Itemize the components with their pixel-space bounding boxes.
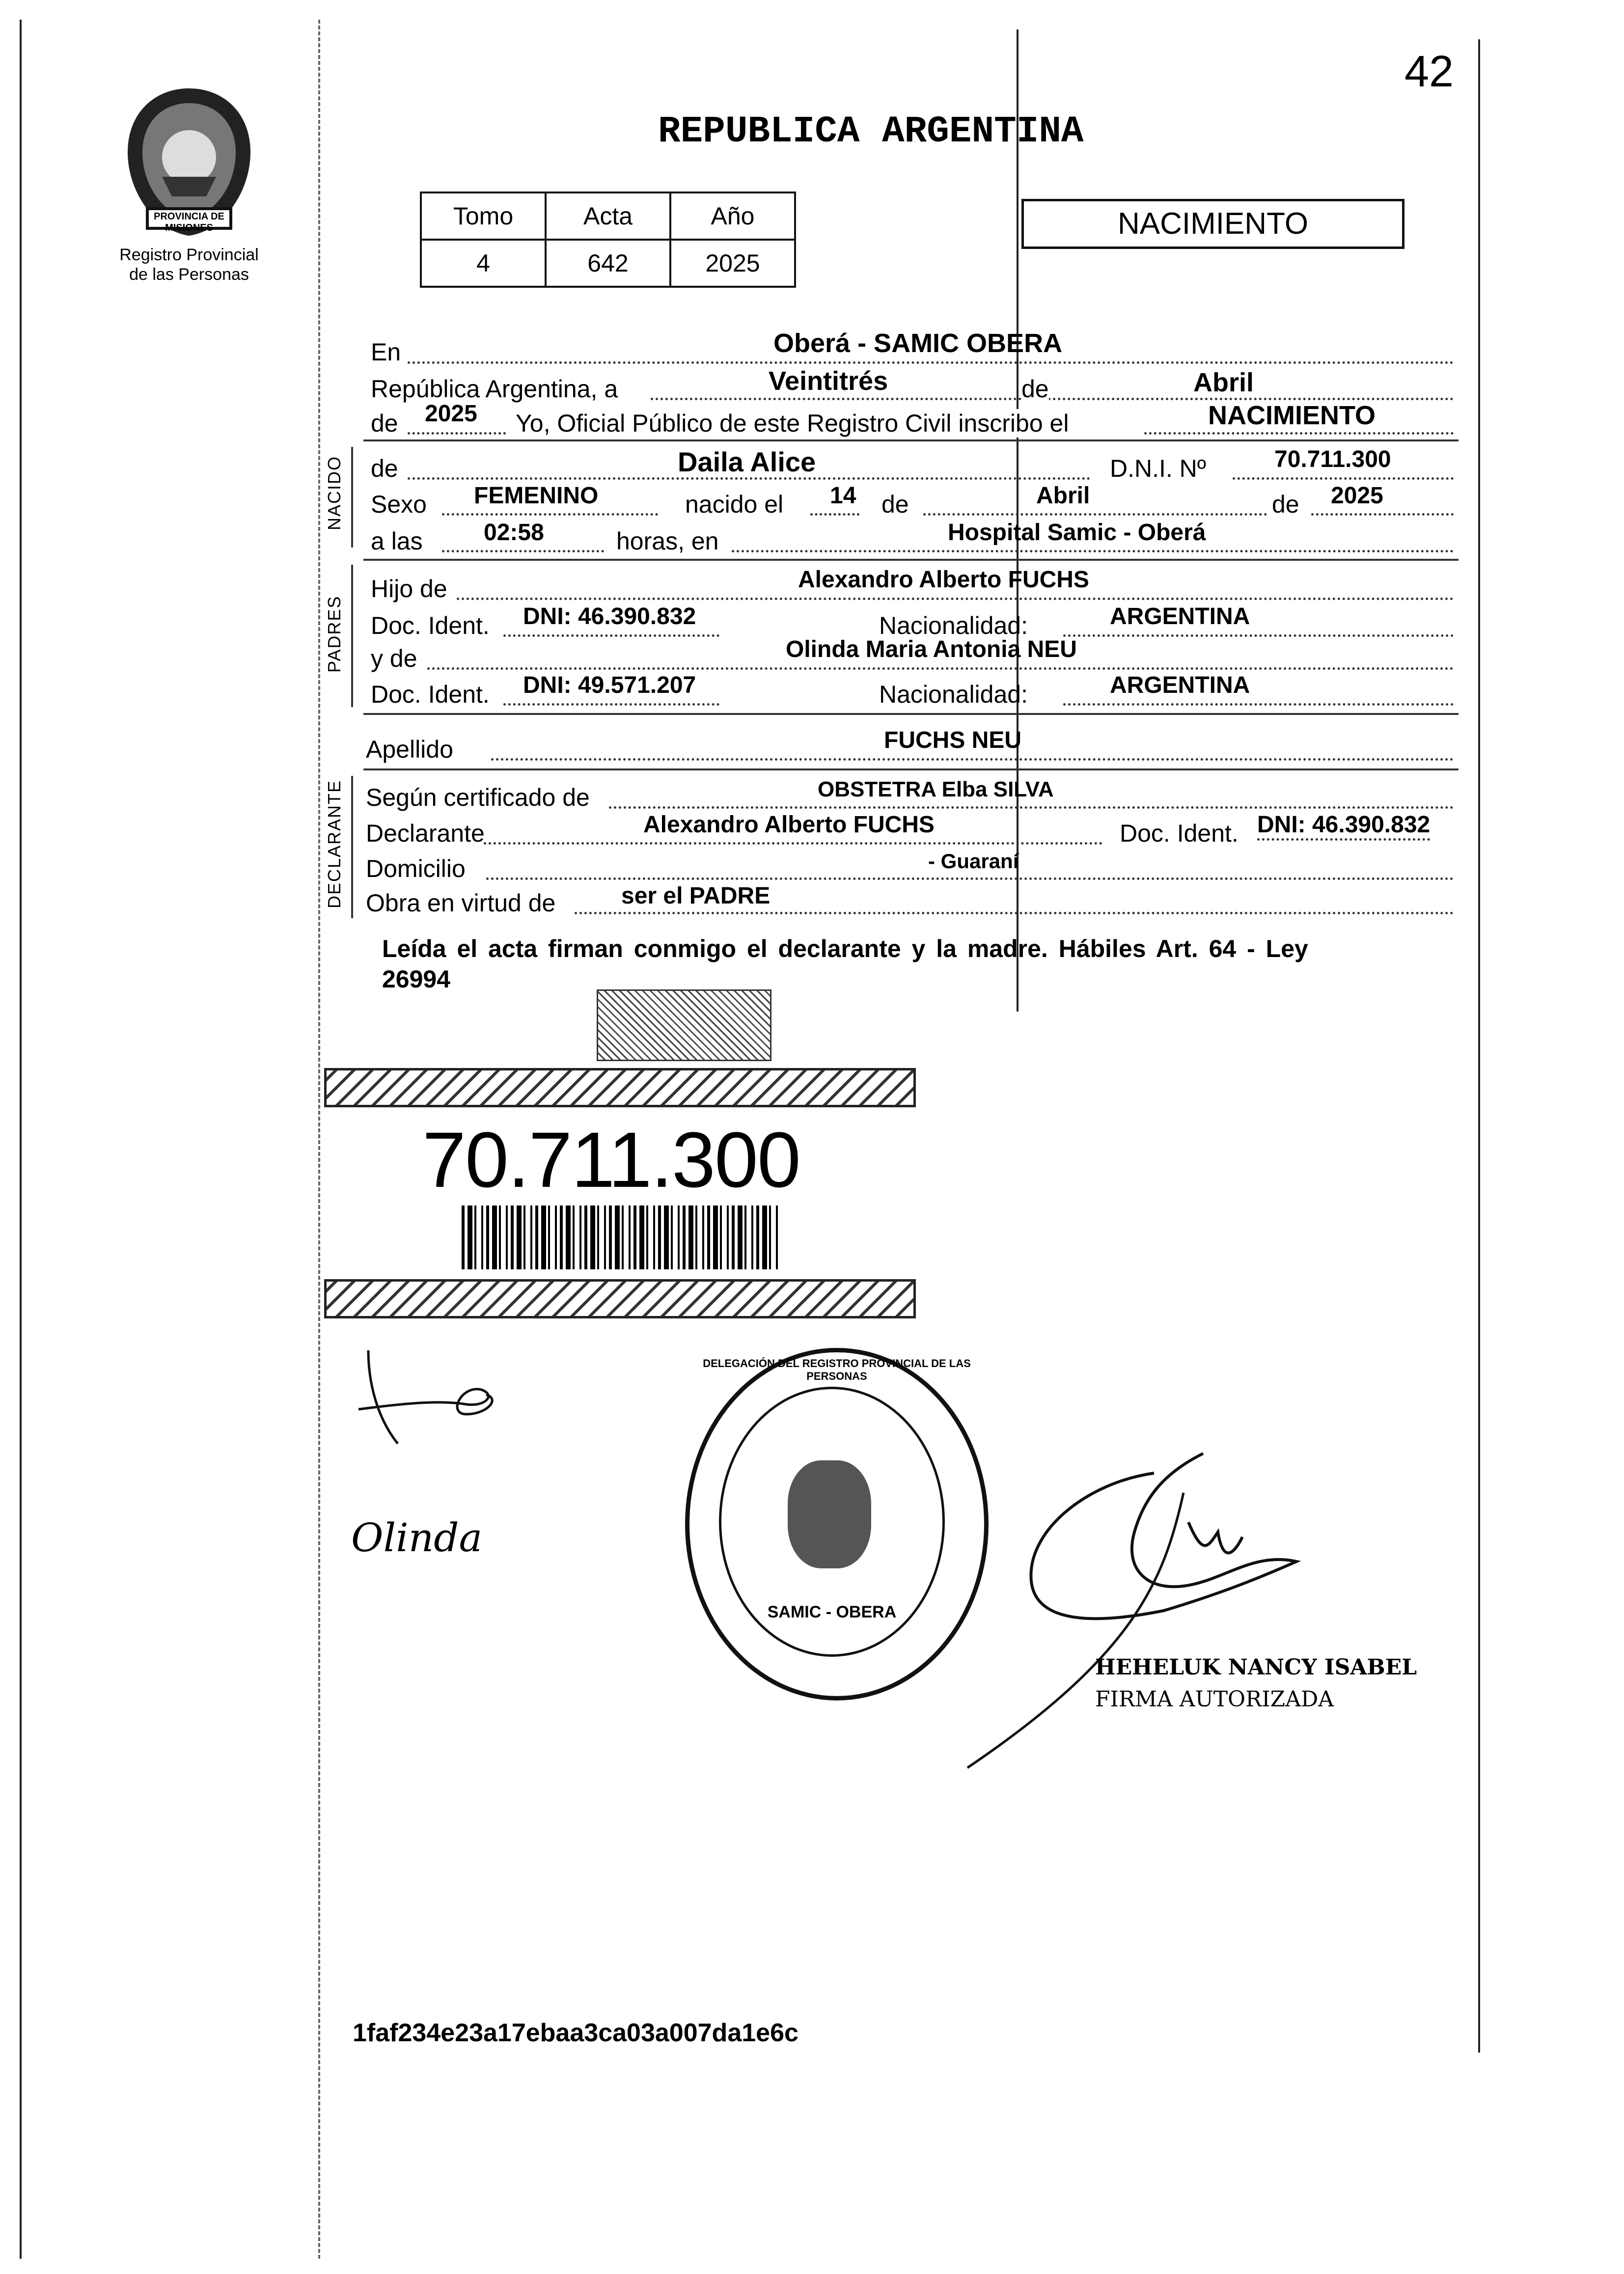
declarante-doc-label: Doc. Ident. — [1120, 820, 1239, 847]
provincial-seal — [118, 83, 260, 241]
horas-label: horas, en — [616, 527, 719, 555]
acta-value: 642 — [546, 240, 670, 287]
barcode-bottom-band — [324, 1279, 916, 1318]
birth-month: Abril — [1036, 483, 1090, 509]
declarante-bracket — [351, 776, 353, 918]
dotted-line — [442, 550, 604, 552]
dotted-line — [408, 361, 1454, 364]
anio-header: Año — [670, 192, 795, 240]
dotted-line — [1063, 703, 1454, 706]
official-caption: FIRMA AUTORIZADA — [1095, 1687, 1334, 1712]
dni-label: D.N.I. Nº — [1110, 455, 1207, 482]
document-hash: 1faf234e23a17ebaa3ca03a007da1e6c — [353, 2019, 798, 2047]
record-type-box: NACIMIENTO — [1021, 199, 1404, 249]
padres-side-label: PADRES — [324, 595, 344, 673]
dotted-line — [1233, 477, 1454, 480]
registry-stamp-icon — [685, 1348, 989, 1700]
binding-dashed-line — [318, 20, 320, 2259]
apellido-label: Apellido — [366, 736, 453, 763]
stamp-inner-text: SAMIC - OBERA — [767, 1603, 897, 1621]
child-name: Daila Alice — [678, 446, 816, 477]
birth-day: 14 — [830, 483, 856, 509]
official-signature-icon — [958, 1434, 1311, 1787]
domicilio-value: - Guaraní — [928, 849, 1019, 873]
nacido-bracket — [351, 447, 353, 548]
seal-text: PROVINCIA DE MISIONES — [154, 211, 224, 233]
dotted-line — [457, 598, 1454, 600]
dotted-line — [484, 842, 1102, 845]
official-name: HEHELUK NANCY ISABEL — [1095, 1655, 1417, 1680]
sexo-label: Sexo — [371, 491, 427, 518]
registry-caption-line2: de las Personas — [129, 265, 249, 284]
obra-label: Obra en virtud de — [366, 889, 556, 917]
tomo-header: Tomo — [421, 192, 546, 240]
mother-nationality: ARGENTINA — [1110, 672, 1250, 698]
declarante-label: Declarante — [366, 820, 485, 847]
a-las-label: a las — [371, 527, 423, 555]
declarante-value: Alexandro Alberto FUCHS — [643, 812, 935, 838]
dotted-line — [609, 806, 1454, 809]
mother-signature: Olinda — [351, 1515, 483, 1561]
apellido-value: FUCHS NEU — [884, 727, 1022, 753]
dotted-line — [575, 912, 1454, 914]
dotted-line — [1063, 634, 1454, 637]
mother-nat-label: Nacionalidad: — [879, 681, 1028, 708]
declarant-signature-icon — [339, 1341, 511, 1453]
barcode-top-band — [324, 1068, 916, 1107]
child-dni: 70.711.300 — [1274, 446, 1391, 472]
official-text: Yo, Oficial Público de este Registro Civil inscribo el — [516, 410, 1069, 437]
security-guilloche-icon — [597, 989, 771, 1061]
declarante-doc: DNI: 46.390.832 — [1257, 811, 1430, 841]
country-title: REPUBLICA ARGENTINA — [658, 110, 1084, 153]
nacido-de-label: de — [371, 455, 398, 482]
closing-line-1: Leída el acta firman conmigo el declarante y la madre. Hábiles Art. 64 - Ley — [382, 935, 1308, 962]
padres-bracket — [351, 565, 353, 707]
obra-value: ser el PADRE — [621, 883, 771, 909]
mother-name: Olinda Maria Antonia NEU — [786, 636, 1077, 662]
certificado-label: Según certificado de — [366, 784, 590, 811]
acta-header: Acta — [546, 192, 670, 240]
section-divider — [363, 713, 1459, 715]
dotted-line — [810, 513, 859, 516]
child-sex: FEMENINO — [474, 483, 599, 509]
en-label: En — [371, 338, 401, 366]
father-nationality: ARGENTINA — [1110, 603, 1250, 630]
day-in-words: Veintitrés — [769, 366, 888, 396]
stamp-outer-text: DELEGACIÓN DEL REGISTRO PROVINCIAL DE LAS PERSONAS — [703, 1357, 971, 1382]
barcode-number: 70.711.300 — [422, 1116, 800, 1204]
domicilio-label: Domicilio — [366, 855, 466, 882]
dotted-line — [486, 877, 1454, 880]
father-nat-label: Nacionalidad: — [879, 612, 1028, 639]
section-divider — [363, 559, 1459, 561]
mother-dni: DNI: 49.571.207 — [523, 672, 696, 698]
birth-de-label-2: de — [1272, 491, 1299, 518]
nacido-side-label: NACIDO — [324, 455, 344, 530]
page-number: 42 — [1404, 47, 1454, 96]
father-name: Alexandro Alberto FUCHS — [798, 567, 1089, 593]
barcode-icon — [462, 1205, 781, 1269]
dotted-line — [1144, 432, 1454, 435]
certificado-value: OBSTETRA Elba SILVA — [818, 777, 1054, 801]
dotted-line — [923, 513, 1267, 516]
dotted-line — [503, 703, 719, 706]
dotted-line — [408, 432, 506, 435]
hijo-de-label: Hijo de — [371, 575, 447, 603]
dotted-line — [427, 667, 1454, 670]
event-type: NACIMIENTO — [1208, 401, 1376, 430]
dotted-line — [491, 758, 1454, 761]
declarante-side-label: DECLARANTE — [324, 779, 344, 908]
right-margin-line — [1478, 39, 1480, 2053]
year-prefix: de — [371, 410, 398, 437]
mother-doc-label: Doc. Ident. — [371, 681, 490, 708]
tomo-value: 4 — [421, 240, 546, 287]
left-margin-line — [20, 20, 22, 2259]
y-de-label: y de — [371, 645, 417, 672]
closing-line-2: 26994 — [382, 965, 451, 993]
section-divider — [363, 439, 1459, 441]
registry-month: Abril — [1193, 368, 1254, 397]
birth-place: Hospital Samic - Oberá — [948, 520, 1206, 546]
record-number-table — [420, 192, 796, 288]
dotted-line — [503, 634, 719, 637]
registry-caption-line1: Registro Provincial — [119, 246, 259, 264]
nacido-el-label: nacido el — [685, 491, 784, 518]
birth-de-label: de — [881, 491, 909, 518]
dotted-line — [1311, 513, 1454, 516]
birth-year: 2025 — [1331, 483, 1383, 509]
anio-value: 2025 — [670, 240, 795, 287]
de-label: de — [1021, 375, 1049, 403]
father-doc-label: Doc. Ident. — [371, 612, 490, 639]
dotted-line — [442, 513, 658, 516]
father-dni: DNI: 46.390.832 — [523, 603, 696, 630]
dotted-line — [732, 550, 1454, 552]
registry-year: 2025 — [425, 401, 477, 427]
registry-place: Oberá - SAMIC OBERA — [773, 329, 1063, 358]
republica-label: República Argentina, a — [371, 375, 618, 403]
birth-time: 02:58 — [484, 520, 544, 546]
section-divider — [363, 768, 1459, 770]
